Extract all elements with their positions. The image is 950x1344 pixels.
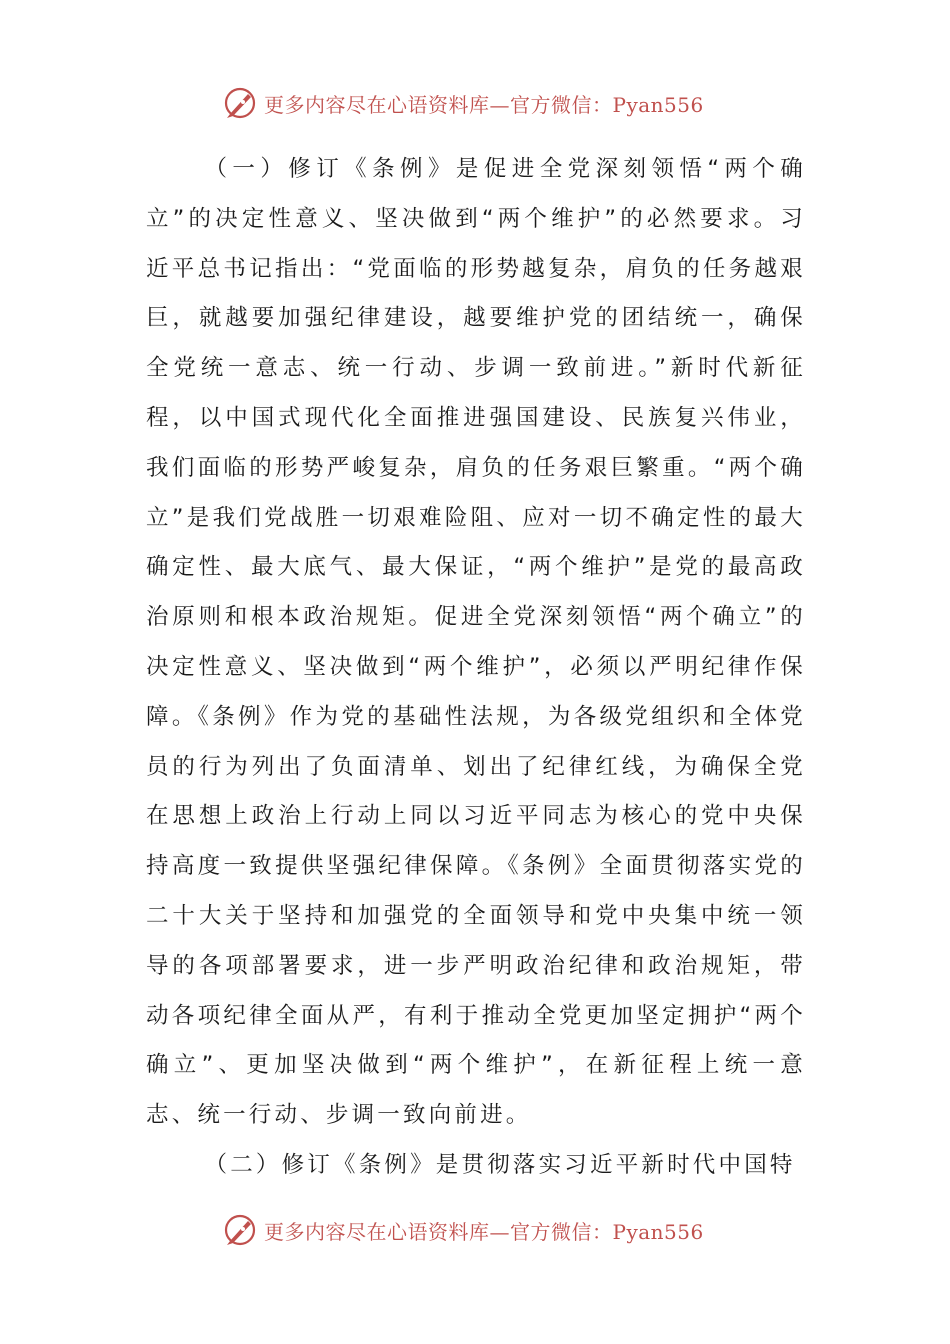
pen-nib-logo-icon — [222, 85, 258, 121]
paragraph-1: （一）修订《条例》是促进全党深刻领悟“两个确立”的决定性意义、坚决做到“两个维护”的必然要求。习近平总书记指出：“党面临的形势越复杂，肩负的任务越艰巨，就越要加强纪律建设，越要维护党的团结统一，确保全党统一意志、统一行动、步调一致前进。”新时代新征程，以中国式现代化全面推进强国建设、民族复兴伟业，我们面临的形势严峻复杂，肩负的任务艰巨繁重。“两个确立”是我们党战胜一切艰难险阻、应对一切不确定性的最大确定性、最大底气、最大保证，“两个维护”是党的最高政治原则和根本政治规矩。促进全党深刻领悟“两个确立”的决定性意义、坚决做到“两个维护”，必须以严明纪律作保障。《条例》作为党的基础性法规，为各级党组织和全体党员的行为列出了负面清单、划出了纪律红线，为确保全党在思想上政治上行动上同以习近平同志为核心的党中央保持高度一致提供坚强纪律保障。《条例》全面贯彻落实党的二十大关于坚持和加强党的全面领导和党中央集中统一领导的各项部署要求，进一步严明政治纪律和政治规矩，带动各项纪律全面从严，有利于推动全党更加坚定拥护“两个确立”、更加坚决做到“两个维护”，在新征程上统一意志、统一行动、步调一致向前进。 — [146, 156, 806, 1129]
footer-watermark — [222, 1210, 704, 1250]
header-watermark — [222, 83, 704, 123]
document-body — [146, 145, 806, 1191]
header-watermark-text: 更多内容尽在心语资料库—官方微信：Pyan556 — [264, 92, 704, 117]
paragraph-2: （二）修订《条例》是贯彻落实习近平新时代中国特 — [204, 1151, 796, 1178]
footer-watermark-text: 更多内容尽在心语资料库—官方微信：Pyan556 — [264, 1219, 704, 1244]
pen-nib-logo-icon — [222, 1212, 258, 1248]
